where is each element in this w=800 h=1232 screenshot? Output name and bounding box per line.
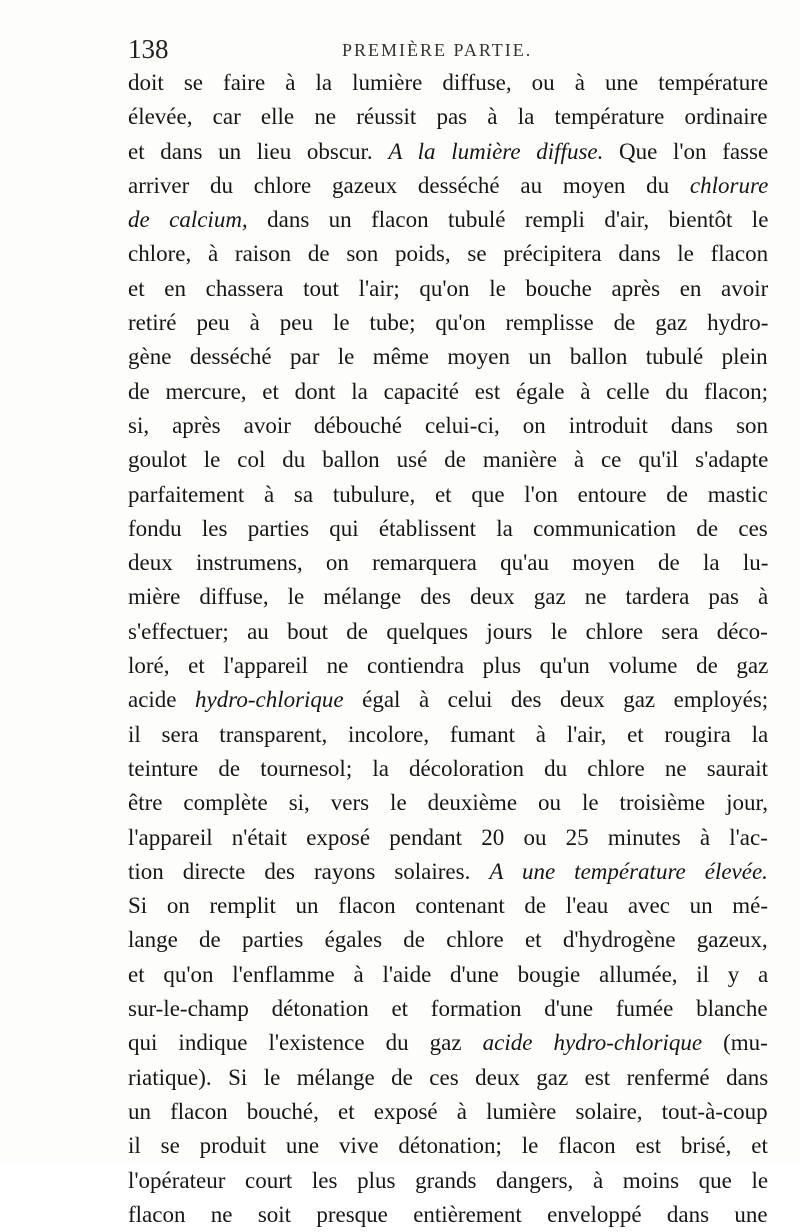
text-line [128,66,768,100]
text-segment: chlore, à raison de son poids, se précipitera dans le flacon [128,241,768,267]
italic-text: hydro-chlorique [195,687,344,713]
text-segment: et dans un lieu obscur. [128,138,389,164]
text-line [128,340,768,374]
text-segment: s'effectuer; au bout de quelques jours le chlore sera déco- [128,618,768,644]
text-segment: tion directe des rayons solaires. [128,858,490,884]
text-segment: (mu- [702,1030,768,1056]
text-segment: de mercure, et dont la capacité est égale à celle du flacon; [128,378,768,404]
text-segment: il se produit une vive détonation; le flacon est brisé, et [128,1133,768,1159]
text-segment: sur-le-champ détonation et formation d'une fumée blanche [128,996,768,1022]
text-segment: fondu les parties qui établissent la communication de ces [128,515,768,541]
text-line [128,100,768,134]
text-segment: Si on remplit un flacon contenant de l'eau avec un mé- [128,893,768,919]
text-line [128,203,768,237]
text-segment: acide [128,687,196,713]
page-header [128,34,768,64]
italic-text: de calcium, [128,207,248,233]
text-line [128,889,768,923]
text-line [128,237,768,271]
text-line [128,1061,768,1095]
text-line [128,752,768,786]
text-segment: égal à celui des deux gaz employés; [343,687,768,713]
text-segment: arriver du chlore gazeux desséché au moyen du [128,172,690,198]
text-segment: qui indique l'existence du gaz [128,1030,483,1056]
text-line [128,443,768,477]
text-line [128,546,768,580]
text-line [128,375,768,409]
text-line [128,683,768,717]
text-line [128,855,768,889]
body-text [128,66,768,1232]
text-segment: élevée, car elle ne réussit pas à la température ordinaire [128,104,768,130]
text-segment: l'appareil n'était exposé pendant 20 ou 25 minutes à l'ac- [128,824,768,850]
text-line [128,1164,768,1198]
text-segment: retiré peu à peu le tube; qu'on remplisse de gaz hydro- [128,310,768,336]
text-line [128,1095,768,1129]
text-line [128,958,768,992]
text-segment: l'opérateur court les plus grands dangers, à moins que le [128,1167,768,1193]
text-segment: un flacon bouché, et exposé à lumière solaire, tout-à-coup [128,1098,768,1124]
text-segment: être complète si, vers le deuxième ou le troisième jour, [128,790,768,816]
text-line [128,1129,768,1163]
text-segment: gène desséché par le même moyen un ballon tubulé plein [128,344,768,370]
text-segment: lange de parties égales de chlore et d'hydrogène gazeux, [128,927,768,953]
text-line [128,135,768,169]
text-segment: riatique). Si le mélange de ces deux gaz est renfermé dans [128,1064,768,1090]
text-line [128,992,768,1026]
text-line [128,649,768,683]
text-segment: parfaitement à sa tubulure, et que l'on entoure de mastic [128,481,768,507]
text-line [128,1026,768,1060]
text-segment: et qu'on l'enflamme à l'aide d'une bougie allumée, il y a [128,961,768,987]
text-line [128,580,768,614]
page-number: 138 [128,34,169,64]
text-segment: mière diffuse, le mélange des deux gaz ne tardera pas à [128,584,768,610]
text-segment: dans un flacon tubulé rempli d'air, bientôt le [247,207,768,233]
text-line [128,306,768,340]
text-line [128,272,768,306]
text-line [128,718,768,752]
text-line [128,615,768,649]
text-segment: doit se faire à la lumière diffuse, ou à une température [128,70,768,95]
italic-text: A la lumière diffuse. [388,138,604,164]
text-segment: loré, et l'appareil ne contiendra plus qu'un volume de gaz [128,653,768,679]
text-segment: flacon ne soit presque entièrement enveloppé dans une [128,1201,768,1227]
text-line [128,478,768,512]
text-line [128,923,768,957]
text-segment: si, après avoir débouché celui-ci, on introduit dans son [128,412,768,438]
text-line [128,512,768,546]
text-segment: Que l'on fasse [603,138,768,164]
italic-text: acide hydro-chlorique [482,1030,703,1056]
text-line [128,1198,768,1232]
text-segment: teinture de tournesol; la décoloration du chlore ne saurait [128,755,768,781]
italic-text: chlorure [689,172,768,198]
running-head: PREMIÈRE PARTIE. [342,40,533,60]
text-segment: deux instrumens, on remarquera qu'au moyen de la lu- [128,550,768,576]
text-segment: goulot le col du ballon usé de manière à ce qu'il s'adapte [128,447,768,473]
text-line [128,821,768,855]
text-line [128,786,768,820]
text-line [128,409,768,443]
text-line [128,169,768,203]
italic-text: A une température élevée. [489,858,768,884]
text-segment: et en chassera tout l'air; qu'on le bouche après en avoir [128,275,768,301]
text-segment: il sera transparent, incolore, fumant à l'air, et rougira la [128,721,768,747]
